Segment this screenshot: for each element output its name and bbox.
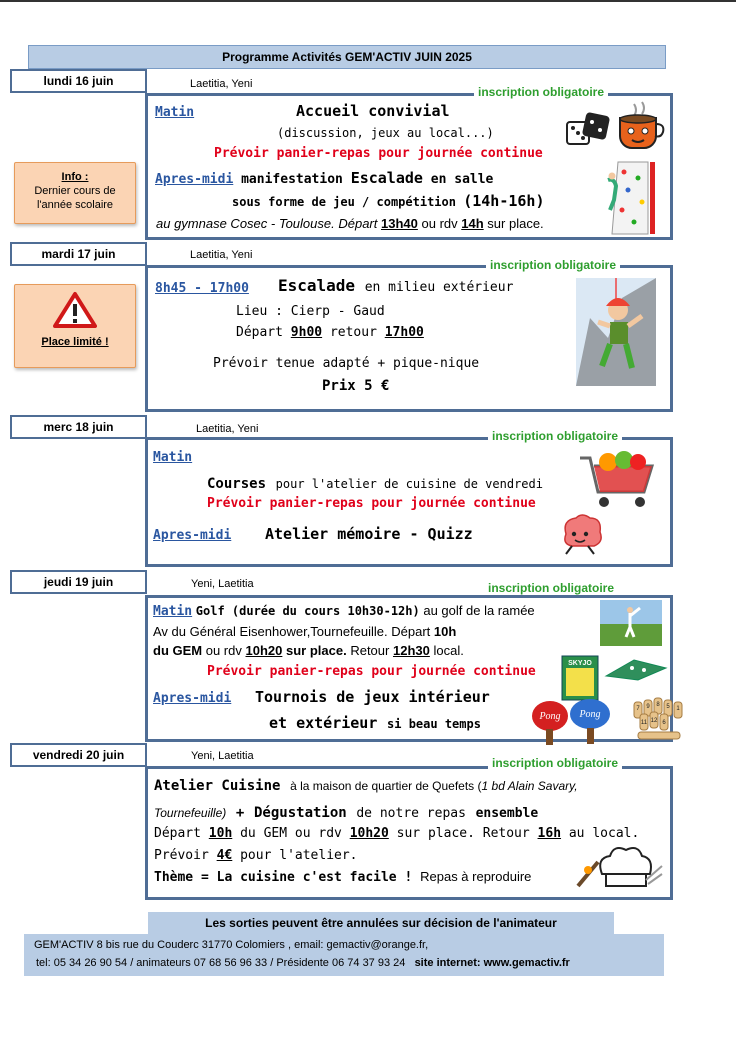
apres-label-lundi: Apres-midi	[155, 172, 234, 187]
board-game-icon	[604, 656, 668, 682]
svg-text:6: 6	[662, 720, 666, 726]
svg-text:12: 12	[650, 718, 658, 724]
apres-label-jeudi: Apres-midi	[153, 691, 232, 706]
brain-icon	[556, 512, 604, 558]
day-label-jeudi: jeudi 19 juin	[10, 570, 147, 594]
inscription-jeudi: inscription obligatoire	[484, 581, 618, 595]
inscription-mardi: inscription obligatoire	[486, 258, 620, 272]
staff-jeudi: Yeni, Laetitia	[191, 578, 254, 590]
matin-label-merc: Matin	[153, 450, 193, 465]
skyjo-box-icon	[560, 654, 602, 702]
staff-lundi: Laetitia, Yeni	[190, 78, 253, 90]
staff-mardi: Laetitia, Yeni	[190, 249, 253, 261]
apres-title-merc: Atelier mémoire - Quizz	[265, 525, 473, 543]
staff-merc: Laetitia, Yeni	[196, 423, 259, 435]
day-label-lundi: lundi 16 juin	[10, 69, 147, 93]
inscription-vendredi: inscription obligatoire	[488, 756, 622, 770]
shopping-cart-icon	[578, 450, 658, 510]
info-box: Info : Dernier cours de l'année scolaire	[14, 162, 136, 224]
svg-text:SKYJO: SKYJO	[568, 660, 592, 667]
top-rule	[0, 0, 736, 2]
matin-sub-lundi: (discussion, jeux au local...)	[277, 126, 494, 140]
matin-title-lundi: Accueil convivial	[296, 102, 450, 120]
day-label-vendredi: vendredi 20 juin	[10, 743, 147, 767]
repas-lundi: Prévoir panier-repas pour journée continue	[214, 146, 543, 161]
warning-triangle-icon	[53, 291, 97, 329]
footer-phones: tel: 05 34 26 90 54 / animateurs 07 68 56 96 33 / Présidente 06 74 37 93 24	[36, 957, 406, 969]
matin-label-jeudi: Matin	[153, 604, 193, 619]
chef-hat-whisk-icon	[574, 840, 664, 896]
cancellation-note: Les sorties peuvent être annulées sur décision de l'animateur	[148, 912, 614, 934]
svg-text:9: 9	[646, 704, 650, 710]
svg-text:7: 7	[636, 706, 640, 712]
apres-l1-jeudi: Tournois de jeux intérieur	[255, 688, 490, 706]
staff-vendredi: Yeni, Laetitia	[191, 750, 254, 762]
prix-mardi: Prix 5 €	[322, 378, 390, 394]
title-mardi: Escalade	[278, 276, 356, 295]
coffee-cup-icon	[614, 100, 666, 152]
svg-text:1: 1	[676, 706, 680, 712]
matin-label-lundi: Matin	[155, 105, 195, 120]
pong-paddles-icon	[526, 698, 618, 748]
svg-text:11: 11	[640, 720, 648, 726]
svg-text:Pong: Pong	[539, 711, 561, 722]
page-title: Programme Activités GEM'ACTIV JUIN 2025	[28, 45, 666, 69]
footer-address: GEM'ACTIV 8 bis rue du Couderc 31770 Colomiers , email: gemactiv@orange.fr,	[34, 939, 429, 951]
lieu-mardi: Lieu : Cierp - Gaud	[236, 304, 385, 319]
repas-merc: Prévoir panier-repas pour journée continue	[207, 496, 536, 511]
inscription-lundi: inscription obligatoire	[474, 85, 608, 99]
day-label-merc: merc 18 juin	[10, 415, 147, 439]
svg-text:8: 8	[656, 702, 660, 708]
repas-jeudi: Prévoir panier-repas pour journée continue	[207, 664, 536, 679]
warning-box: Place limité !	[14, 284, 136, 368]
apres-label-merc: Apres-midi	[153, 528, 232, 543]
svg-text:Pong: Pong	[579, 709, 601, 720]
inscription-merc: inscription obligatoire	[488, 429, 622, 443]
kubb-pins-icon	[630, 692, 688, 744]
day-label-mardi: mardi 17 juin	[10, 242, 147, 266]
dice-icon	[565, 112, 611, 148]
svg-text:5: 5	[666, 704, 670, 710]
time-mardi: 8h45 - 17h00	[155, 281, 249, 296]
footer-contact	[24, 934, 664, 976]
climber-girl-icon	[576, 278, 656, 386]
tenue-mardi: Prévoir tenue adapté + pique-nique	[213, 356, 480, 371]
footer-website: site internet: www.gemactiv.fr	[414, 957, 570, 969]
golf-photo-icon	[600, 600, 662, 646]
climbing-wall-icon	[604, 158, 658, 238]
